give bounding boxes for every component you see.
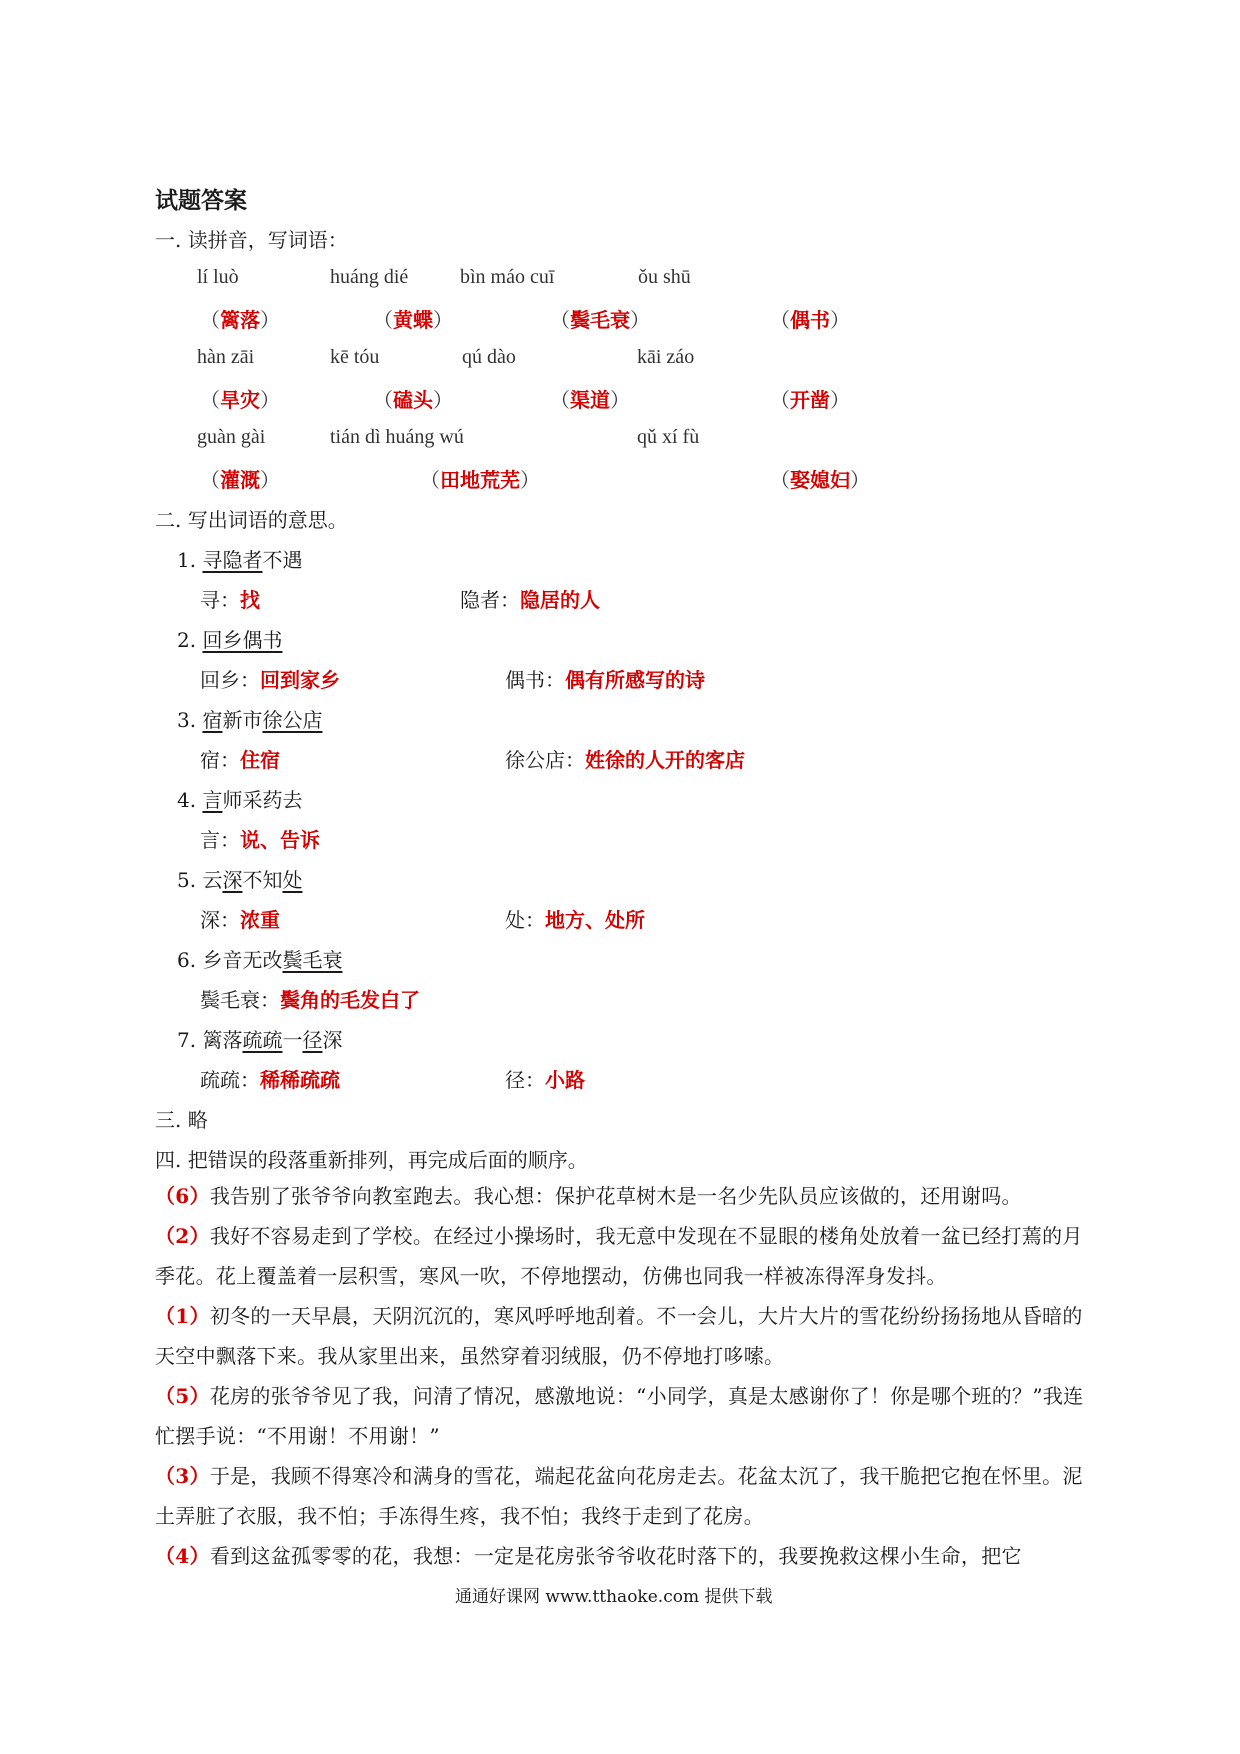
- definition: 疏疏：稀稀疏疏: [200, 1068, 340, 1092]
- definition: 偶书：偶有所感写的诗: [505, 668, 705, 692]
- pinyin: ǒu shū: [638, 266, 691, 288]
- story-paragraph: （1）初冬的一天早晨，天阴沉沉的，寒风呼呼地刮着。不一会儿，大片大片的雪花纷纷扬扬地从昏暗的天空中飘落下来。我从家里出来，虽然穿着羽绒服，仍不停地打哆嗦。: [155, 1304, 1083, 1368]
- poem-title: 2. 回乡偶书: [177, 628, 283, 652]
- answer-word: （旱灾）: [200, 388, 280, 412]
- definition: 言：说、告诉: [200, 828, 320, 852]
- definition: 鬓毛衰：鬓角的毛发白了: [200, 988, 420, 1012]
- answer-word: （娶媳妇）: [770, 468, 870, 492]
- section-1-heading: 一. 读拼音，写词语：: [155, 228, 348, 252]
- poem-title: 6. 乡音无改鬓毛衰: [177, 948, 343, 972]
- section-2-heading: 二. 写出词语的意思。: [155, 508, 348, 532]
- definition: 寻：找: [200, 588, 260, 612]
- answer-word: （偶书）: [770, 308, 850, 332]
- section-3-heading: 三. 略: [155, 1108, 208, 1132]
- answer-word: （黄蝶）: [373, 308, 453, 332]
- pinyin: huáng dié: [330, 266, 409, 288]
- poem-title: 5. 云深不知处: [177, 868, 303, 892]
- story-paragraph: （4）看到这盆孤零零的花，我想：一定是花房张爷爷收花时落下的，我要挽救这棵小生命，把它: [155, 1544, 1022, 1568]
- pinyin: lí luò: [197, 266, 239, 288]
- pinyin: qǔ xí fù: [637, 426, 700, 448]
- poem-title: 7. 篱落疏疏一径深: [177, 1028, 343, 1052]
- story-paragraph: （6）我告别了张爷爷向教室跑去。我心想：保护花草树木是一名少先队员应该做的，还用谢吗。: [155, 1184, 1022, 1208]
- definition: 处：地方、处所: [505, 908, 645, 932]
- story-paragraph: （5）花房的张爷爷见了我，问清了情况，感激地说：“小同学，真是太感谢你了！你是哪个班的？”我连忙摆手说：“不用谢！不用谢！”: [155, 1384, 1084, 1448]
- answer-word: （渠道）: [550, 388, 630, 412]
- poem-title: 4. 言师采药去: [177, 788, 303, 812]
- page-footer: 通通好课网 www.tthaoke.com 提供下载: [455, 1587, 773, 1607]
- answer-word: （开凿）: [770, 388, 850, 412]
- answer-word: （田地荒芜）: [420, 468, 540, 492]
- pinyin: tián dì huáng wú: [330, 426, 464, 448]
- answer-word: （灌溉）: [200, 468, 280, 492]
- poem-title: 3. 宿新市徐公店: [177, 708, 323, 732]
- definition: 隐者：隐居的人: [460, 588, 600, 612]
- definition: 径：小路: [505, 1068, 585, 1092]
- definition: 徐公店：姓徐的人开的客店: [505, 748, 745, 772]
- pinyin: guàn gài: [197, 426, 266, 448]
- pinyin: bìn máo cuī: [460, 266, 555, 288]
- pinyin: hàn zāi: [197, 346, 255, 368]
- page-title: 试题答案: [155, 188, 247, 214]
- definition: 回乡：回到家乡: [200, 668, 340, 692]
- pinyin: qú dào: [462, 346, 516, 368]
- story-paragraph: （2）我好不容易走到了学校。在经过小操场时，我无意中发现在不显眼的楼角处放着一盆已经打蔫的月季花。花上覆盖着一层积雪，寒风一吹，不停地摆动，仿佛也同我一样被冻得浑身发抖。: [155, 1224, 1083, 1288]
- answer-word: （篱落）: [200, 308, 280, 332]
- pinyin: kāi záo: [637, 346, 695, 368]
- answer-word: （鬓毛衰）: [550, 308, 650, 332]
- section-4-heading: 四. 把错误的段落重新排列，再完成后面的顺序。: [155, 1148, 588, 1172]
- pinyin: kē tóu: [330, 346, 380, 368]
- story-paragraph: （3）于是，我顾不得寒冷和满身的雪花，端起花盆向花房走去。花盆太沉了，我干脆把它抱在怀里。泥土弄脏了衣服，我不怕；手冻得生疼，我不怕；我终于走到了花房。: [155, 1464, 1083, 1528]
- definition: 深：浓重: [200, 908, 280, 932]
- answer-word: （磕头）: [373, 388, 453, 412]
- definition: 宿：住宿: [200, 748, 280, 772]
- poem-title: 1. 寻隐者不遇: [177, 548, 303, 572]
